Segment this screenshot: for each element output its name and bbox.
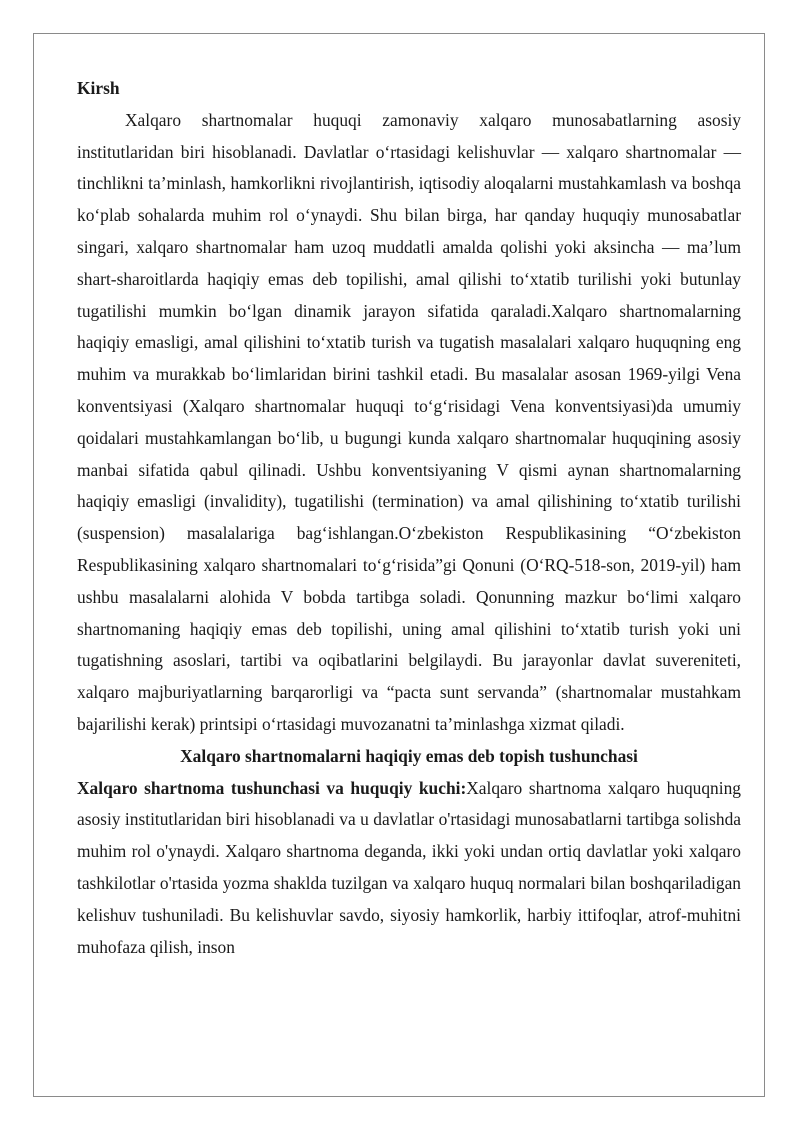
intro-heading: Kirsh — [77, 78, 120, 98]
subsection-paragraph — [77, 773, 741, 964]
section-heading: Xalqaro shartnomalarni haqiqiy emas deb topish tushunchasi — [180, 745, 638, 766]
subsection-lead: Xalqaro shartnoma tushunchasi va huquqiy kuchi: — [77, 777, 467, 798]
document-body — [77, 73, 741, 963]
subsection-text: Xalqaro shartnoma xalqaro huquqning asosiy institutlaridan biri hisoblanadi va u davlatlar o'rtasidagi munosabatlarni tartibga solishda muhim rol o'ynaydi. Xalqaro shartnoma deganda, ikki yoki undan ortiq davlatlar yoki xalqaro tashkilotlar o'rtasida yozma shaklda tuzilgan va xalqaro huquq normalari bilan boshqariladigan kelishuv tushuniladi. Bu kelishuvlar savdo, siyosiy hamkorlik, harbiy ittifoqlar, atrof-muhitni muhofaza qilish, inson — [77, 777, 741, 957]
intro-paragraph: Xalqaro shartnomalar huquqi zamonaviy xalqaro munosabatlarning asosiy institutlaridan biri hisoblanadi. Davlatlar o‘rtasidagi kelishuvlar — xalqaro shartnomalar — tinchlikni ta’minlash, hamkorlikni rivojlantirish, iqtisodiy aloqalarni mustahkamlash va boshqa ko‘plab sohalarda muhim rol o‘ynaydi. Shu bilan birga, har qanday huquqiy munosabatlar singari, xalqaro shartnomalar ham uzoq muddatli amalda qolishi yoki aksincha — ma’lum shart-sharoitlarda haqiqiy emas deb topilishi, amal qilishi to‘xtatib turilishi yoki butunlay tugatilishi mumkin bo‘lgan dinamik jarayon sifatida qaraladi.Xalqaro shartnomalarning haqiqiy emasligi, amal qilishini to‘xtatib turish va tugatish masalalari xalqaro huquqning eng muhim va murakkab bo‘limlaridan birini tashkil etadi. Bu masalalar asosan 1969-yilgi Vena konventsiyasi (Xalqaro shartnomalar huquqi to‘g‘risidagi Vena konventsiyasi)da umumiy qoidalari mustahkamlangan bo‘lib, u bugungi kunda xalqaro shartnomalar huquqining asosiy manbai sifatida qabul qilinadi. Ushbu konventsiyaning V qismi aynan shartnomalarning haqiqiy emasligi (invalidity), tugatilishi (termination) va amal qilishining to‘xtatib turilishi (suspension) masalalariga bag‘ishlangan.O‘zbekiston Respublikasining “O‘zbekiston Respublikasining xalqaro shartnomalari to‘g‘risida”gi Qonuni (O‘RQ-518-son, 2019-yil) ham ushbu masalalarni alohida V bobda tartibga soladi. Qonunning mazkur bo‘limi xalqaro shartnomaning haqiqiy emas deb topilishi, uning amal qilishini to‘xtatib turish yoki uni tugatishning asoslari, tartibi va oqibatlarini belgilaydi. Bu jarayonlar davlat suvereniteti, xalqaro majburiyatlarning barqarorligi va “pacta sunt servanda” (shartnomalar mustahkam bajarilishi kerak) printsipi o‘rtasidagi muvozanatni ta’minlashga xizmat qiladi. — [77, 109, 741, 734]
